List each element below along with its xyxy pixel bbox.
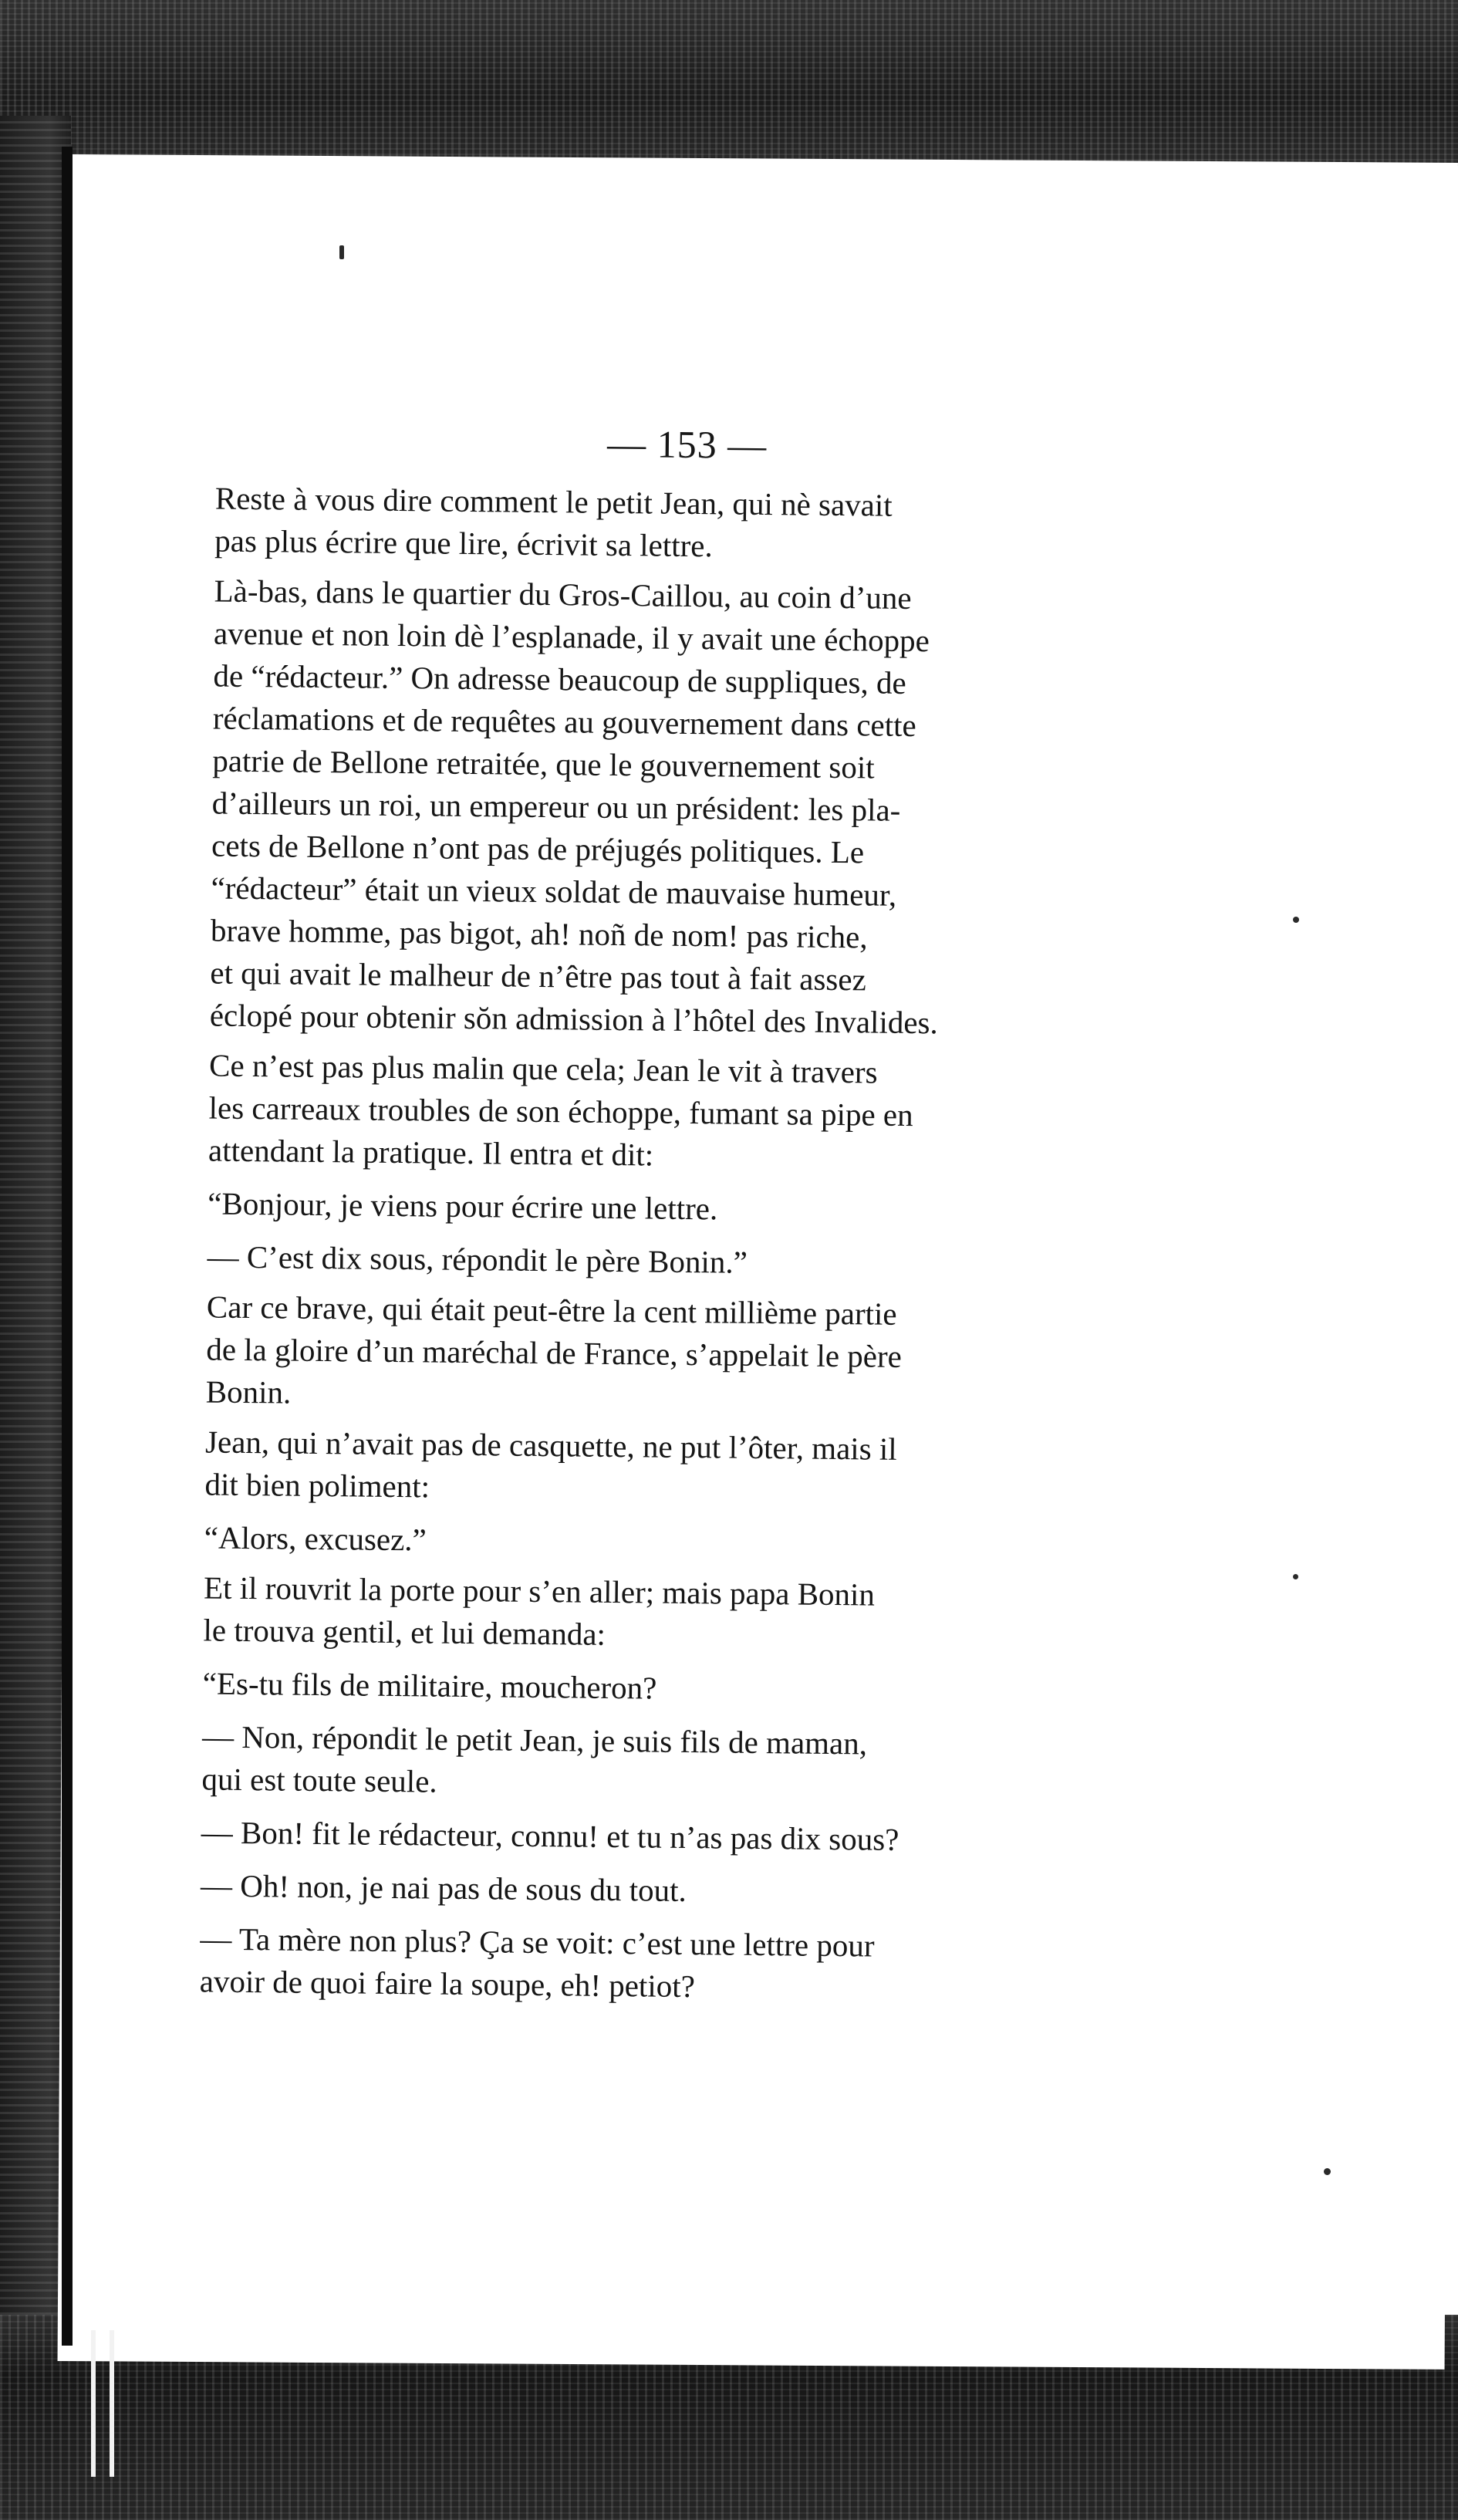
text-line: “Bonjour, je viens pour écrire une lettre.	[208, 1185, 718, 1227]
paragraph	[176, 477, 1187, 573]
dialogue-line	[163, 1715, 1174, 1811]
text-line: Là-bas, dans le quartier du Gros-Caillou, au coin d’une	[214, 573, 912, 616]
dialogue-line	[164, 1662, 1176, 1715]
text-line: “Alors, excusez.”	[204, 1519, 427, 1558]
text-line: brave homme, pas bigot, ah! noñ de nom! pas riche,	[210, 912, 868, 955]
text-line: de “rédacteur.” On adresse beaucoup de suppliques, de	[213, 657, 906, 701]
text-line: qui est toute seule.	[201, 1761, 437, 1799]
text-line: cets de Bellone n’ont pas de préjugés politiques. Le	[211, 827, 865, 870]
text-line: les carreaux troubles de son échoppe, fumant sa pipe en	[208, 1089, 913, 1133]
text-line: d’ailleurs un roi, un empereur ou un président: les pla-	[211, 785, 901, 828]
page-binding-edge	[62, 147, 73, 2346]
scan-corner-mark	[91, 2330, 114, 2477]
text-line: avenue et non loin dè l’esplanade, il y avait une échoppe	[213, 615, 930, 659]
ink-speck	[1324, 2168, 1331, 2175]
page-number: — 153 —	[606, 421, 768, 468]
text-line: — Oh! non, je nai pas de sous du tout.	[200, 1867, 687, 1909]
paragraph	[164, 1566, 1176, 1662]
text-line: — Bon! fit le rédacteur, connu! et tu n’as pas dix sous?	[201, 1814, 899, 1857]
text-line: Car ce brave, qui était peut-être la cent millième partie	[206, 1289, 897, 1332]
page-text	[160, 417, 1188, 2021]
text-line: — Ta mère non plus? Ça se voit: c’est une lettre pour	[200, 1920, 875, 1964]
ink-speck	[339, 245, 344, 259]
text-line: attendant la pratique. Il entra et dit:	[208, 1132, 654, 1173]
text-line: et qui avait le malheur de n’être pas tout à fait assez	[210, 954, 867, 998]
ink-speck	[1293, 917, 1299, 923]
dialogue-line	[166, 1516, 1177, 1569]
paragraph	[170, 1044, 1182, 1182]
text-line: de la gloire d’un maréchal de France, s’appelait le père	[206, 1331, 903, 1374]
text-line: réclamations et de requêtes au gouvernement dans cette	[212, 700, 916, 744]
text-line: “rédacteur” était un vieux soldat de mauvaise humeur,	[211, 870, 897, 913]
text-line: éclopé pour obtenir sŏn admission à l’hôtel des Invalides.	[209, 997, 938, 1041]
dialogue-line	[169, 1182, 1180, 1235]
text-line: “Es-tu fils de militaire, moucheron?	[202, 1665, 657, 1706]
ink-speck	[1293, 1574, 1298, 1579]
text-line: dit bien poliment:	[204, 1466, 430, 1505]
dialogue-line	[168, 1235, 1180, 1289]
text-line: avoir de quoi faire la soupe, eh! petiot?	[199, 1963, 696, 2005]
dialogue-line	[160, 1917, 1172, 2013]
paragraph	[171, 569, 1186, 1047]
text-line: Ce n’est pas plus malin que cela; Jean le vit à travers	[208, 1047, 878, 1090]
text-line: Et il rouvrit la porte pour s’en aller; mais papa Bonin	[203, 1569, 876, 1613]
scan-border-top	[0, 0, 1458, 166]
text-line: — Non, répondit le petit Jean, je suis fils de maman,	[201, 1718, 868, 1762]
text-line: le trouva gentil, et lui demanda:	[203, 1612, 606, 1652]
text-line: Bonin.	[205, 1373, 292, 1410]
text-line: pas plus écrire que lire, écrivit sa lettre.	[214, 522, 714, 564]
text-line: patrie de Bellone retraitée, que le gouvernement soit	[212, 742, 875, 785]
paragraph	[167, 1285, 1179, 1424]
dialogue-line	[162, 1864, 1173, 1917]
dialogue-line	[163, 1811, 1174, 1864]
text-line: Jean, qui n’avait pas de casquette, ne put l’ôter, mais il	[204, 1424, 897, 1467]
paragraph	[166, 1420, 1177, 1516]
text-line: Reste à vous dire comment le petit Jean, qui nè savait	[214, 480, 893, 523]
text-line: — C’est dix sous, répondit le père Bonin.”	[207, 1238, 748, 1280]
